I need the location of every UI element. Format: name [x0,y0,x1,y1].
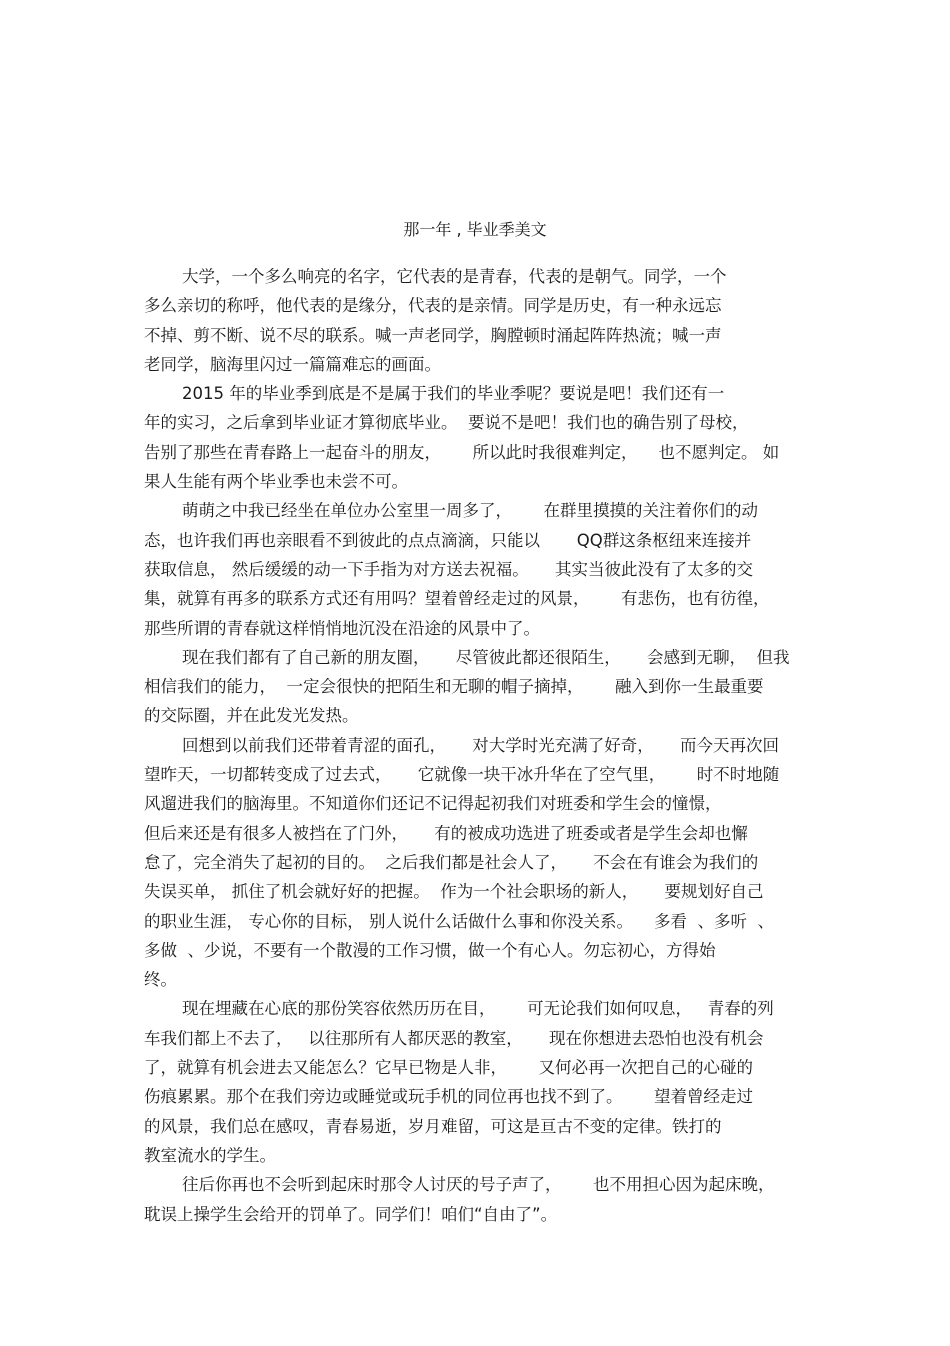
paragraph [144,1170,808,1229]
text-line: 获取信息， 然后缓缓的动一下手指为对方送去祝福。 其实当彼此没有了太多的交 [144,559,753,579]
text-line: 车我们都上不去了， 以往那所有人都厌恶的教室， 现在你想进去恐怕也没有机会 [144,1028,764,1048]
text-line: 不掉、剪不断、说不尽的联系。喊一声老同学，胸膛顿时涌起阵阵热流；喊一声 [144,325,722,345]
text-line: 但后来还是有很多人被挡在了门外， 有的被成功选进了班委或者是学生会却也懈 [144,823,748,843]
text-line: 的职业生涯， 专心你的目标， 别人说什么话做什么事和你没关系。 多看 、多听 、 [144,911,774,931]
text-line: 大学，一个多么响亮的名字，它代表的是青春，代表的是朝气。同学，一个 [182,267,727,286]
text-line: 态，也许我们再也亲眼看不到彼此的点点滴滴，只能以 QQ群这条枢纽来连接并 [144,530,752,550]
text-line: 耽误上操学生会给开的罚单了。同学们！咱们“自由了”。 [144,1204,558,1224]
text-line: 年的实习，之后拿到毕业证才算彻底毕业。 要说不是吧！我们也的确告别了母校， [144,413,749,433]
text-line: 了，就算有机会进去又能怎么？它早已物是人非， 又何必再一次把自己的心碰的 [144,1058,753,1078]
text-line: 果人生能有两个毕业季也未尝不可。 [144,472,408,492]
paragraph [144,643,808,731]
text-line: 的风景，我们总在感叹，青春易逝，岁月难留，可这是亘古不变的定律。铁打的 [144,1116,722,1136]
paragraph [144,496,808,642]
text-line: 怠了，完全消失了起初的目的。 之后我们都是社会人了， 不会在有谁会为我们的 [144,852,759,872]
text-line: 2015 年的毕业季到底是不是属于我们的毕业季呢？要说是吧！我们还有一 [182,384,725,404]
text-line: 风遛进我们的脑海里。不知道你们还记不记得起初我们对班委和学生会的憧憬， [144,794,722,814]
text-line: 往后你再也不会听到起床时那令人讨厌的号子声了， 也不用担心因为起床晚， [182,1175,775,1195]
paragraph [144,731,808,995]
text-line: 的交际圈，并在此发光发热。 [144,706,359,726]
text-line: 终。 [144,970,177,990]
paragraph [144,994,808,1170]
text-line: 现在我们都有了自己新的朋友圈， 尽管彼此都还很陌生， 会感到无聊， 但我 [182,647,790,667]
text-line: 告别了那些在青春路上一起奋斗的朋友， 所以此时我很难判定， 也不愿判定。 如 [144,442,780,462]
text-line: 多做 、少说，不要有一个散漫的工作习惯，做一个有心人。勿忘初心，方得始 [144,940,716,960]
document-title: 那一年 , 毕业季美文 [403,220,547,239]
paragraph [144,262,808,379]
text-line: 教室流水的学生。 [144,1145,276,1165]
text-line: 老同学，脑海里闪过一篇篇难忘的画面。 [144,354,441,374]
text-line: 伤痕累累。那个在我们旁边或睡觉或玩手机的同位再也找不到了。 望着曾经走过 [144,1087,753,1107]
text-line: 回想到以前我们还带着青涩的面孔， 对大学时光充满了好奇， 而今天再次回 [182,735,779,755]
text-line: 多么亲切的称呼，他代表的是缘分，代表的是亲情。同学是历史，有一种永远忘 [144,296,722,316]
text-line: 望昨天，一切都转变成了过去式， 它就像一块干冰升华在了空气里， 时不时地随 [144,765,780,785]
text-line: 现在埋藏在心底的那份笑容依然历历在目， 可无论我们如何叹息， 青春的列 [182,999,774,1019]
text-line: 那些所谓的青春就这样悄悄地沉没在沿途的风景中了。 [144,618,540,638]
paragraph [144,379,808,496]
text-line: 集，就算有再多的联系方式还有用吗？望着曾经走过的风景， 有悲伤，也有彷徨， [144,589,770,609]
document-body [144,262,808,1229]
text-line: 萌萌之中我已经坐在单位办公室里一周多了， 在群里摸摸的关注着你们的动 [182,501,758,521]
text-line: 失误买单， 抓住了机会就好好的把握。 作为一个社会职场的新人， 要规划好自己 [144,882,764,902]
text-line: 相信我们的能力， 一定会很快的把陌生和无聊的帽子摘掉， 融入到你一生最重要 [144,677,764,697]
